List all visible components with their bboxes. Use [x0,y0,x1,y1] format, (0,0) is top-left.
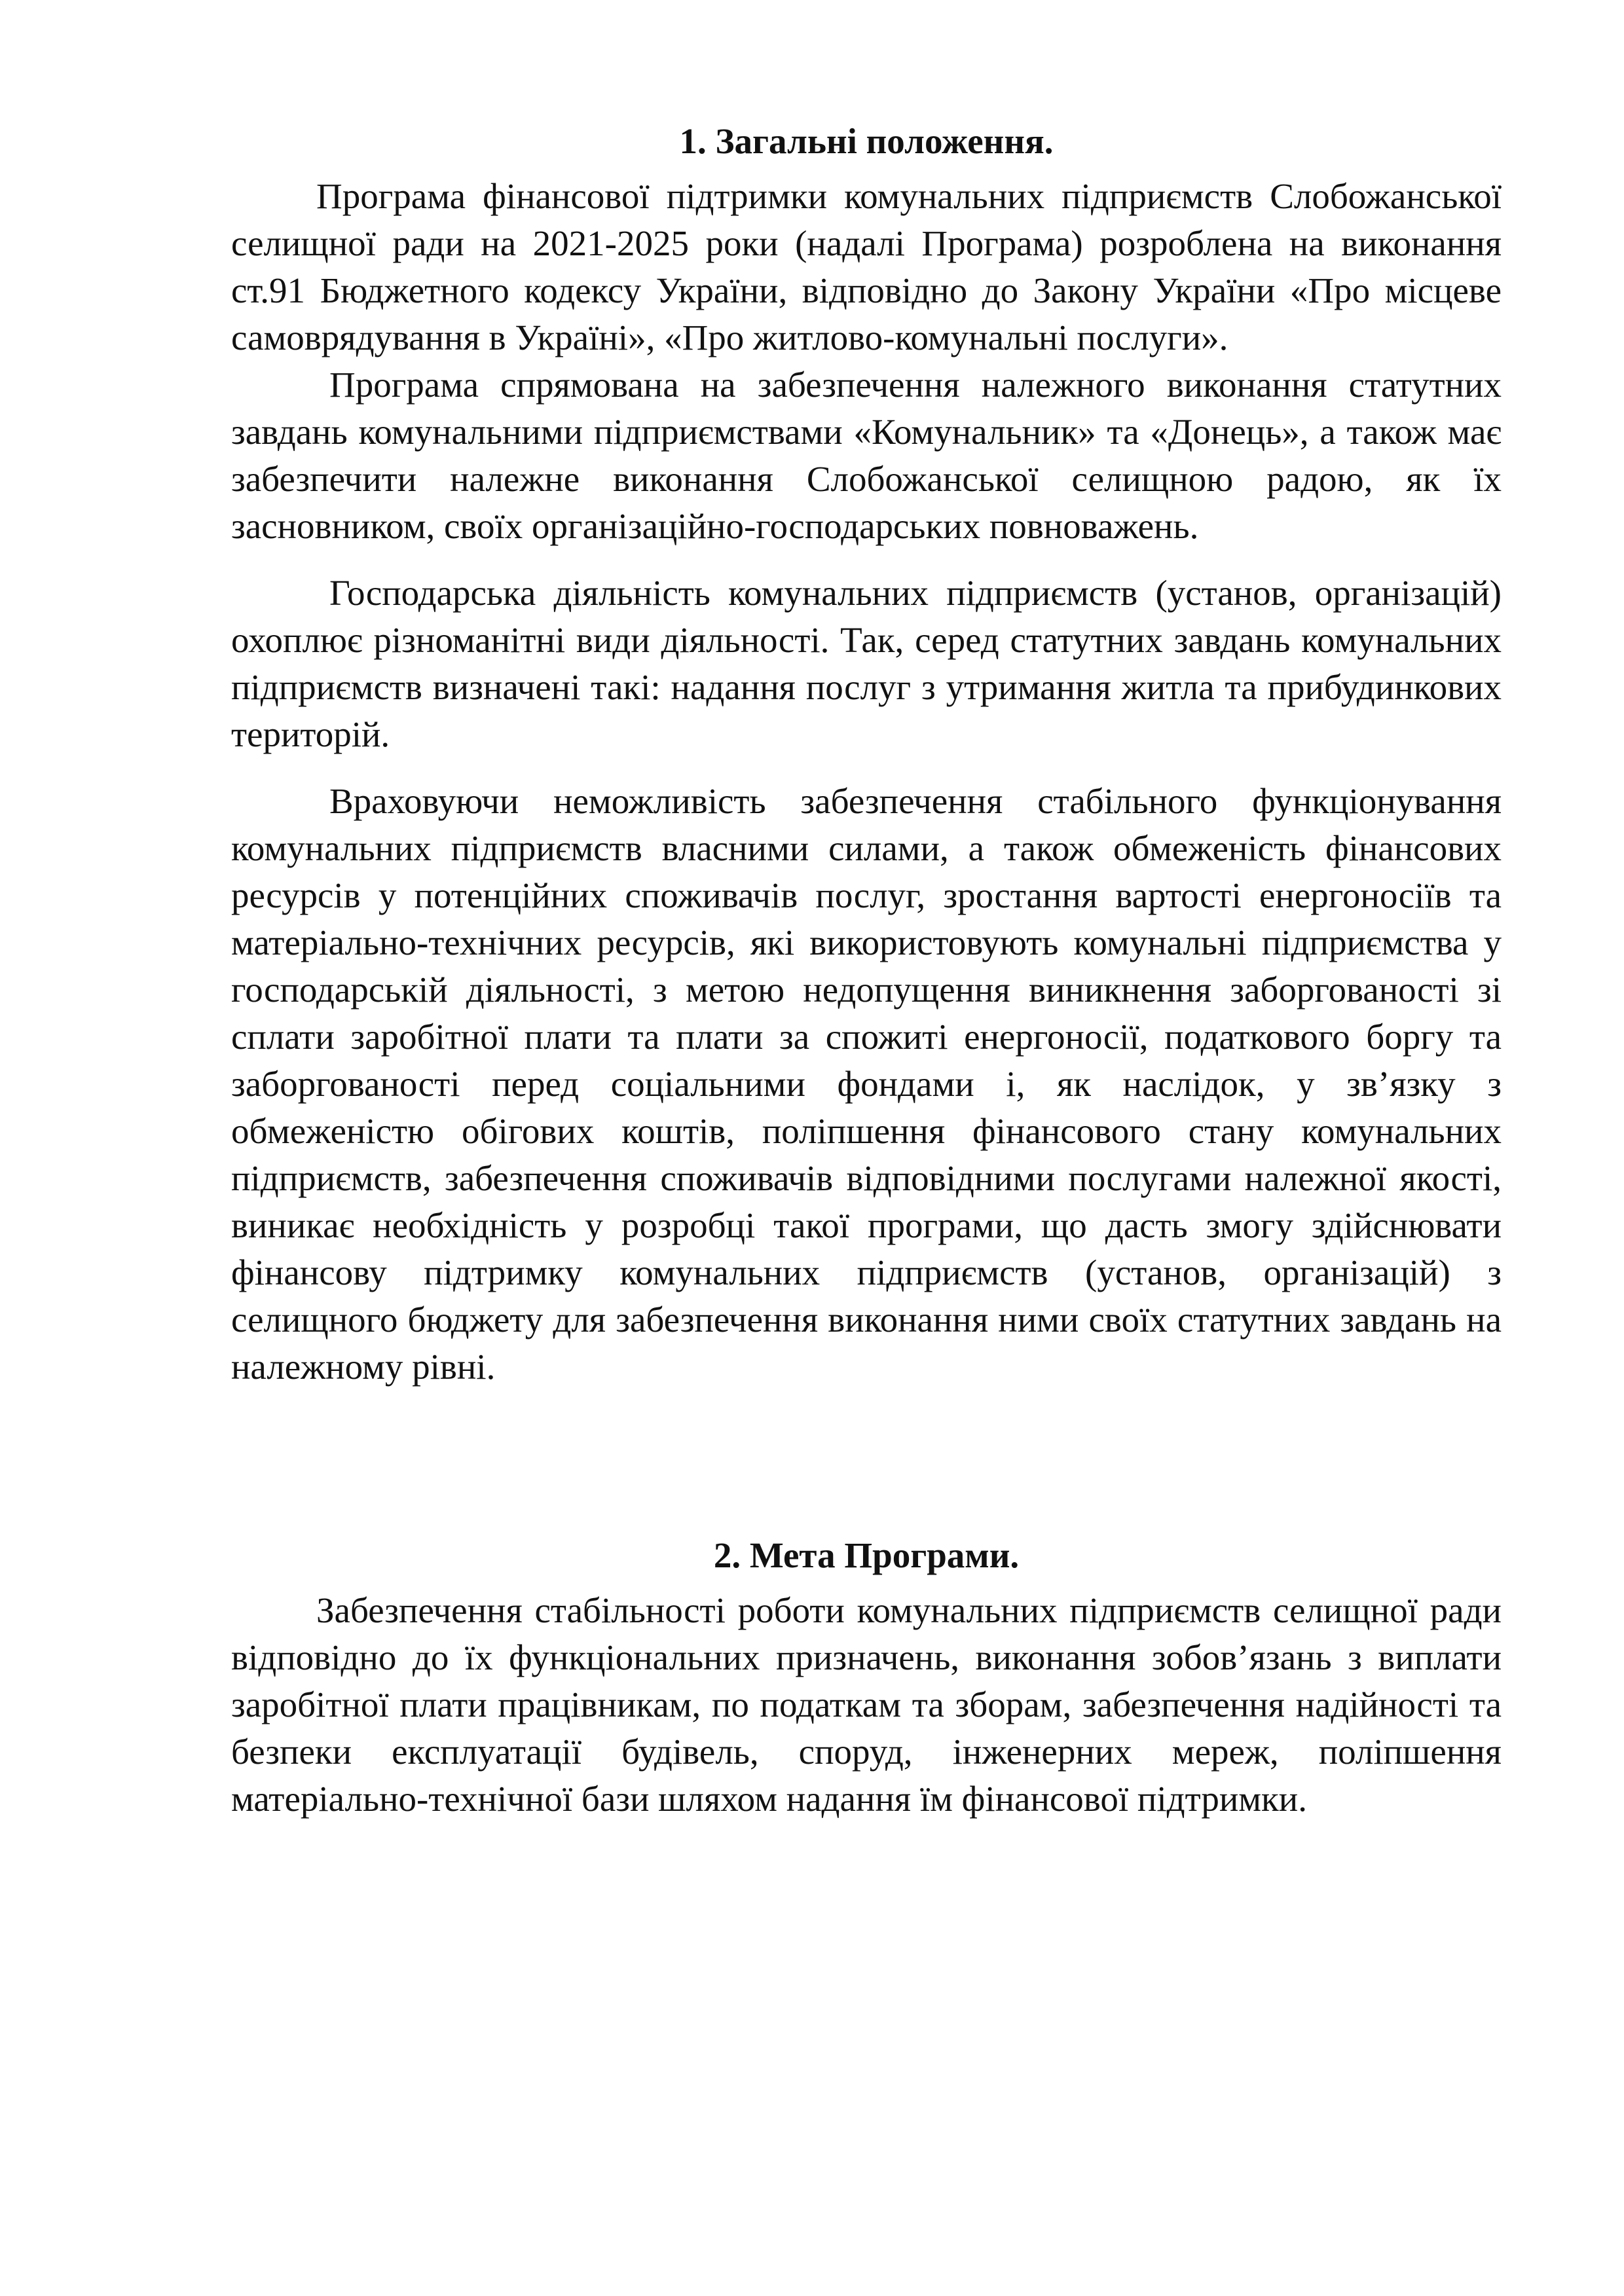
section-2-paragraph-1: Забезпечення стабільності роботи комунальних підприємств селищної ради відповідно до їх функціональних призначень, виконання зобов’язань з виплати заробітної плати працівникам, по податкам та зборам, забезпечення надійності та безпеки експлуатації будівель, споруд, інженерних мереж, поліпшення матеріально-технічної бази шляхом надання їм фінансової підтримки. [231,1590,1502,1819]
section-1-paragraph-3: Господарська діяльність комунальних підприємств (установ, організацій) охоплює різноманітні види діяльності. Так, серед статутних завдань комунальних підприємств визначені такі: надання послуг з утримання житла та прибудинкових територій. [231,573,1502,754]
section-1-heading: 1. Загальні положення. [679,121,1054,161]
section-1-paragraph-2: Програма спрямована на забезпечення належного виконання статутних завдань комунальними підприємствами «Комунальник» та «Донець», а також має забезпечити належне виконання Слобожанської селищною радою, як їх засновником, своїх організаційно-господарських повноважень. [231,365,1502,546]
section-1-paragraph-1: Програма фінансової підтримки комунальних підприємств Слобожанської селищної ради на 2021-2025 роки (надалі Програма) розроблена на виконання ст.91 Бюджетного кодексу України, відповідно до Закону України «Про місцеве самоврядування в Україні», «Про житлово-комунальні послуги». [231,176,1502,357]
section-1-paragraph-4: Враховуючи неможливість забезпечення стабільного функціонування комунальних підприємств власними силами, а також обмеженість фінансових ресурсів у потенційних споживачів послуг, зростання вартості енергоносіїв та матеріально-технічних ресурсів, які використовують комунальні підприємства у господарській діяльності, з метою недопущення виникнення заборгованості зі сплати заробітної плати та плати за спожиті енергоносії, податкового боргу та заборгованості перед соціальними фондами і, як наслідок, у зв’язку з обмеженістю обігових коштів, поліпшення фінансового стану комунальних підприємств, забезпечення споживачів відповідними послугами належної якості, виникає необхідність у розробці такої програми, що дасть змогу здійснювати фінансову підтримку комунальних підприємств (установ, організацій) з селищного бюджету для забезпечення виконання ними своїх статутних завдань на належному рівні. [231,781,1502,1387]
section-2-heading: 2. Мета Програми. [713,1535,1020,1575]
document-body [231,118,1502,1823]
